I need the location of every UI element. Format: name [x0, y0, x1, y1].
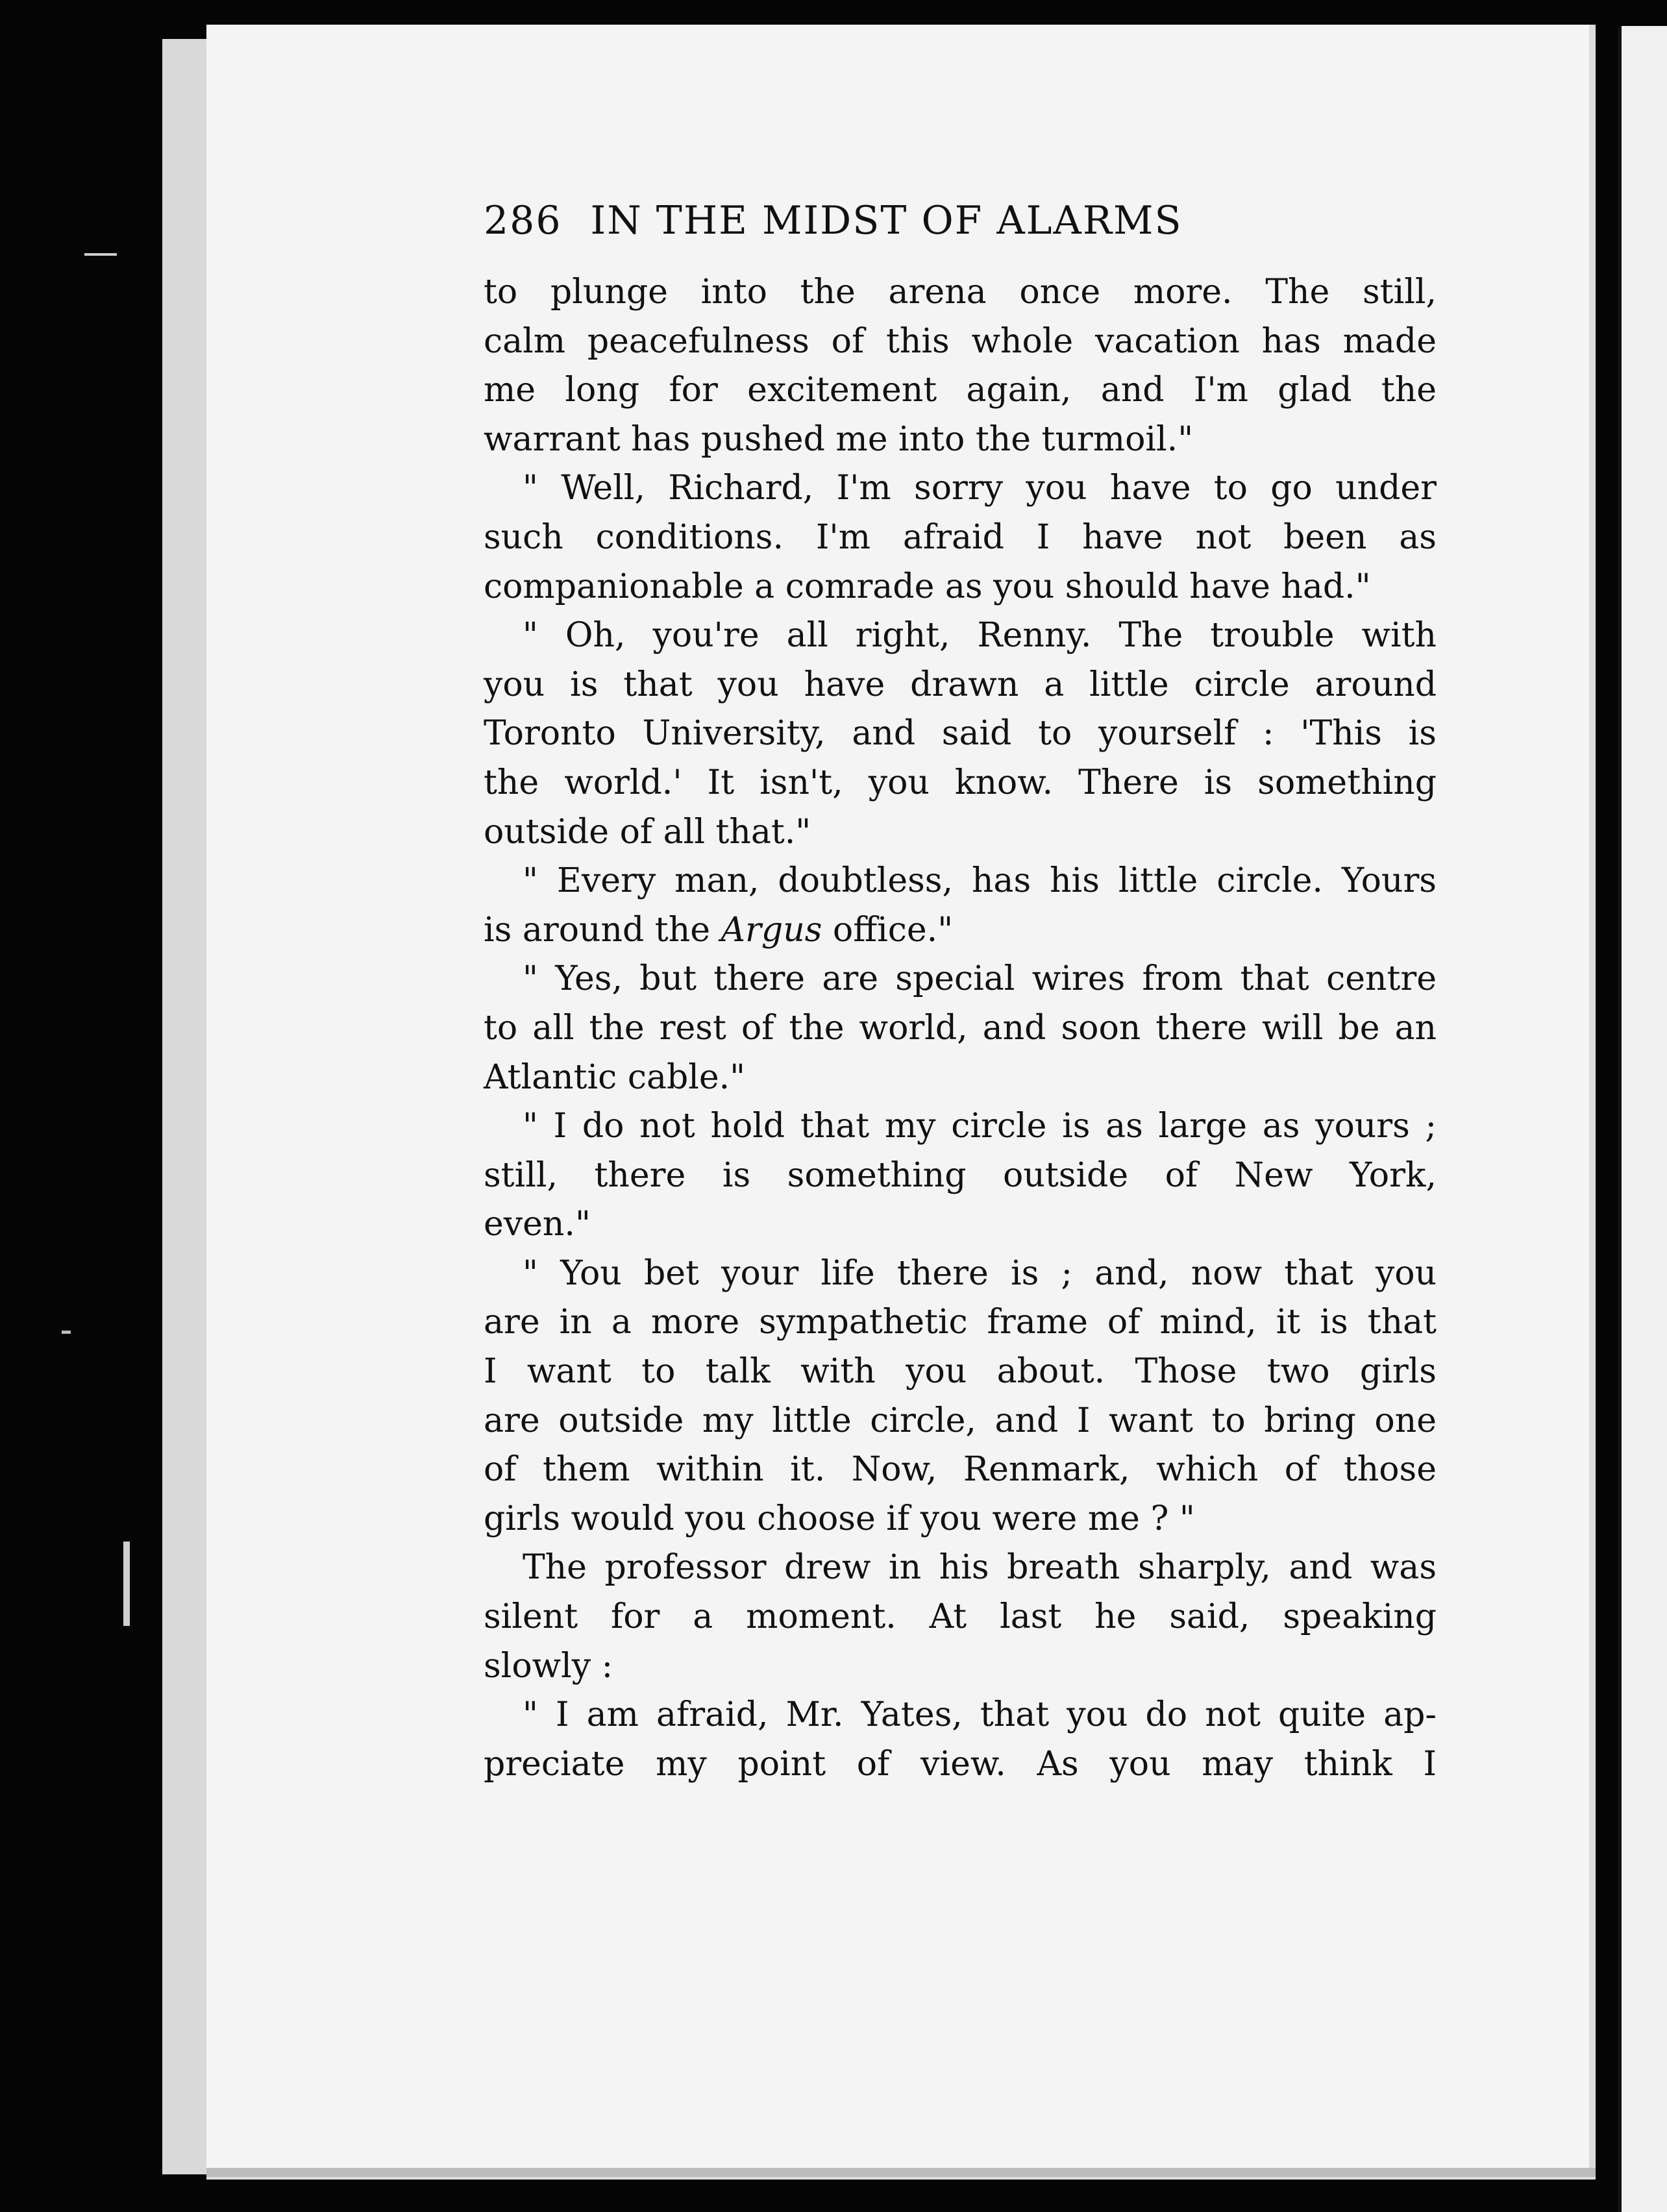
- text-line: " You bet your life there is ; and, now that you: [523, 1253, 1437, 1293]
- text-line: the world.' It isn't, you know. There is something: [484, 763, 1437, 802]
- text-line: to all the rest of the world, and soon there will be an: [484, 1008, 1437, 1048]
- text-line: companionable a comrade as you should have had.": [484, 567, 1371, 606]
- text-line: girls would you choose if you were me ? ": [484, 1499, 1195, 1538]
- text-line: such conditions. I'm afraid I have not been as: [484, 517, 1437, 557]
- text-line: slowly :: [484, 1646, 613, 1686]
- text-line: The professor drew in his breath sharply, and was: [523, 1548, 1437, 1588]
- text-line: " Every man, doubtless, has his little circle. Yours: [523, 861, 1437, 901]
- paragraph: [484, 464, 1437, 611]
- paragraph: [484, 268, 1437, 464]
- newspaper-name: Argus: [721, 910, 822, 950]
- text-line: still, there is something outside of New York,: [484, 1155, 1437, 1195]
- paragraph: [484, 611, 1437, 857]
- text-line: I want to talk with you about. Those two girls: [484, 1352, 1437, 1392]
- page-number: 286: [484, 198, 562, 243]
- text-line: you is that you have drawn a little circle around: [484, 665, 1437, 704]
- text-line: are outside my little circle, and I want to bring one: [484, 1401, 1437, 1440]
- text-line: " I do not hold that my circle is as large as yours ;: [523, 1107, 1437, 1146]
- text-run: office.": [822, 910, 954, 950]
- running-head: [484, 191, 1437, 250]
- text-line: to plunge into the arena once more. The still,: [484, 273, 1437, 312]
- paragraph: [484, 857, 1437, 955]
- scan-speck: [84, 253, 117, 256]
- text-line: are in a more sympathetic frame of mind, it is that: [484, 1303, 1437, 1342]
- paragraph: [484, 1102, 1437, 1249]
- paragraph: [484, 955, 1437, 1102]
- running-title: IN THE MIDST OF ALARMS: [590, 198, 1183, 243]
- scan-speck: [123, 1542, 130, 1626]
- text-line: calm peacefulness of this whole vacation has made: [484, 321, 1437, 361]
- text-line: warrant has pushed me into the turmoil.": [484, 419, 1194, 459]
- text-line: of them within it. Now, Renmark, which of those: [484, 1450, 1437, 1490]
- text-line: [484, 906, 1437, 955]
- paragraph: [484, 1543, 1437, 1691]
- text-line: Toronto University, and said to yourself : 'This is: [484, 714, 1437, 754]
- text-line: " I am afraid, Mr. Yates, that you do not quite ap-: [523, 1695, 1437, 1735]
- page-text: [484, 191, 1437, 1789]
- text-line: Atlantic cable.": [484, 1057, 746, 1097]
- text-run: is around the: [484, 910, 721, 950]
- text-line: me long for excitement again, and I'm glad the: [484, 371, 1437, 410]
- scan-speck: [62, 1331, 71, 1334]
- text-line: silent for a moment. At last he said, speaking: [484, 1597, 1437, 1637]
- page-bottom-edge: [206, 2168, 1596, 2177]
- paragraph: [484, 1691, 1437, 1789]
- back-page-edge: [162, 39, 212, 2174]
- facing-page-edge: [1618, 26, 1667, 2212]
- text-line: " Oh, you're all right, Renny. The trouble with: [523, 616, 1437, 656]
- text-line: preciate my point of view. As you may think I: [484, 1744, 1437, 1784]
- text-line: " Yes, but there are special wires from that centre: [523, 959, 1437, 999]
- text-line: " Well, Richard, I'm sorry you have to go under: [523, 469, 1437, 508]
- text-line: outside of all that.": [484, 812, 811, 852]
- text-line: even.": [484, 1205, 591, 1244]
- paragraph: [484, 1249, 1437, 1544]
